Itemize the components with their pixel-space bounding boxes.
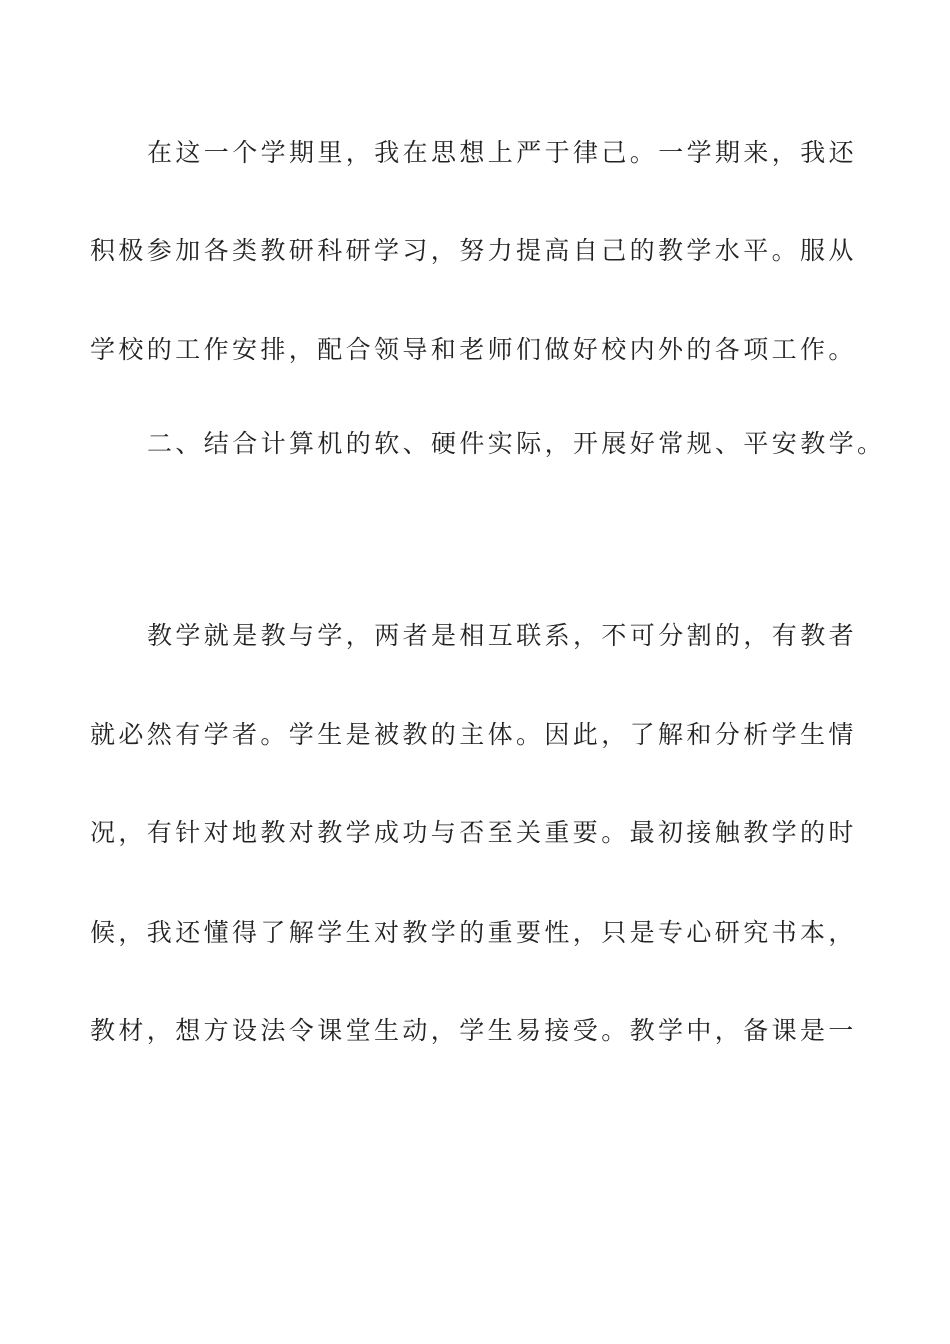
section-heading-2: 二、结合计算机的软、硬件实际，开展好常规、平安教学。 [147, 429, 886, 458]
paragraph-line: 况，有针对地教对教学成功与否至关重要。最初接触教学的时 [90, 818, 857, 847]
paragraph-line: 就必然有学者。学生是被教的主体。因此，了解和分析学生情 [90, 720, 857, 749]
paragraph-line: 在这一个学期里，我在思想上严于律己。一学期来，我还 [147, 138, 858, 167]
paragraph-line: 教学就是教与学，两者是相互联系，不可分割的，有教者 [147, 621, 858, 650]
paragraph-line: 积极参加各类教研科研学习，努力提高自己的教学水平。服从 [90, 236, 857, 265]
paragraph-line: 候，我还懂得了解学生对教学的重要性，只是专心研究书本， [90, 918, 857, 947]
paragraph-line: 教材，想方设法令课堂生动，学生易接受。教学中，备课是一 [90, 1016, 857, 1045]
paragraph-line: 学校的工作安排，配合领导和老师们做好校内外的各项工作。 [90, 335, 857, 364]
